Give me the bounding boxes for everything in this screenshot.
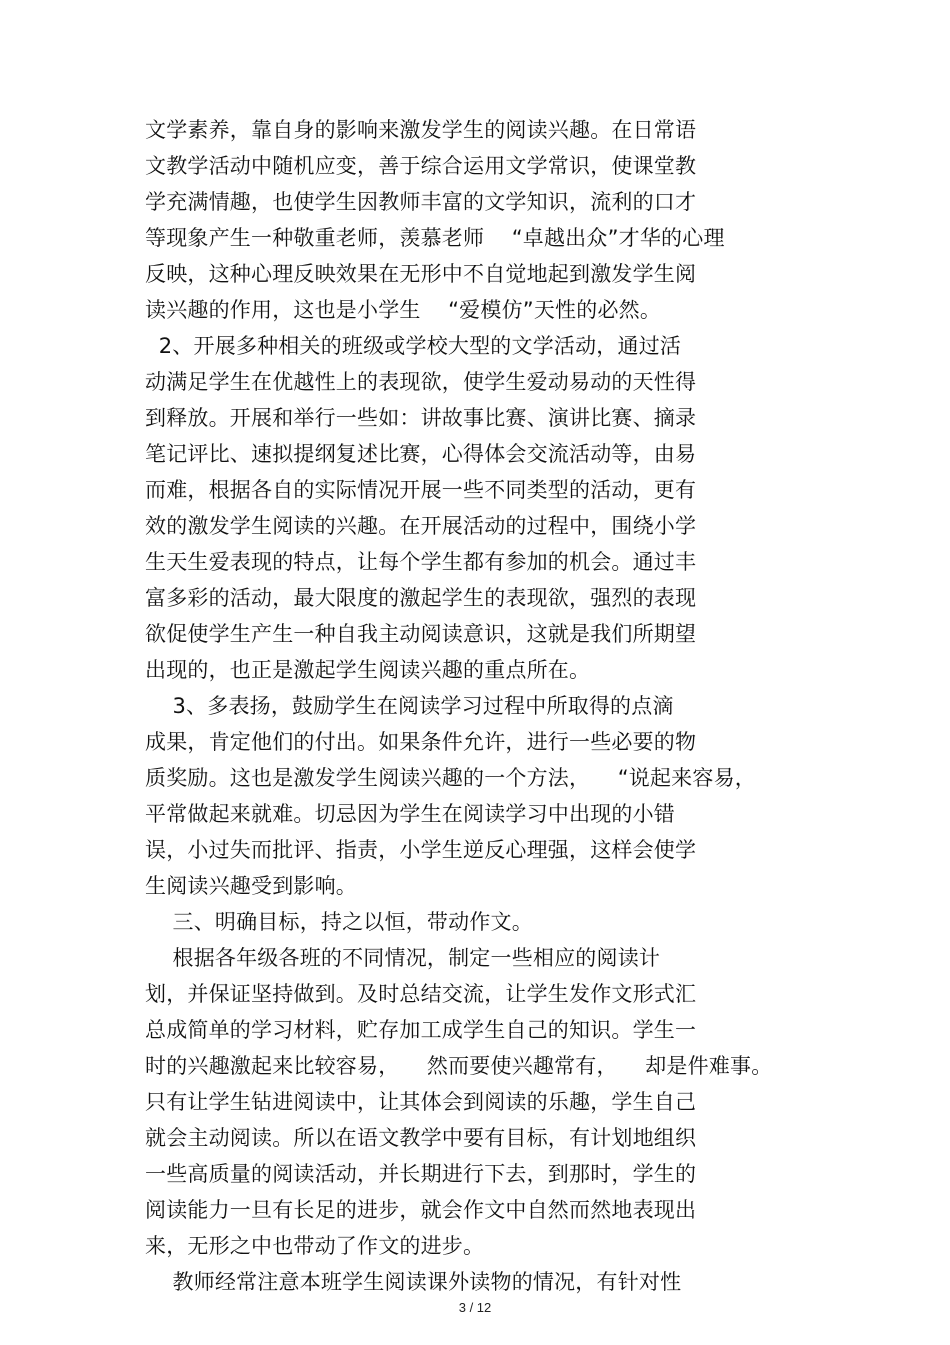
text-line: 阅读能力一旦有长足的进步，就会作文中自然而然地表现出 — [145, 1198, 697, 1222]
text-line: 误，小过失而批评、指责，小学生逆反心理强，这样会使学 — [145, 838, 697, 862]
text-line: 笔记评比、速拟提纲复述比赛，心得体会交流活动等，由易 — [145, 442, 697, 466]
text-line: 富多彩的活动，最大限度的激起学生的表现欲，强烈的表现 — [145, 586, 697, 610]
text-line: 3、多表扬，鼓励学生在阅读学习过程中所取得的点滴 — [145, 694, 674, 718]
text-line: 2、开展多种相关的班级或学校大型的文学活动，通过活 — [145, 334, 682, 358]
text-line: 质奖励。这也是激发学生阅读兴趣的一个方法， “说起来容易， — [145, 766, 756, 790]
text-line: 而难，根据各自的实际情况开展一些不同类型的活动，更有 — [145, 478, 697, 502]
text-line: 三、明确目标，持之以恒，带动作文。 — [145, 910, 533, 934]
text-line: 时的兴趣激起来比较容易， 然而要使兴趣常有， 却是件难事。 — [145, 1054, 773, 1078]
text-line: 欲促使学生产生一种自我主动阅读意识，这就是我们所期望 — [145, 622, 697, 646]
text-line: 到释放。开展和举行一些如：讲故事比赛、演讲比赛、摘录 — [145, 406, 697, 430]
text-line: 一些高质量的阅读活动，并长期进行下去，到那时，学生的 — [145, 1162, 697, 1186]
text-line: 文教学活动中随机应变，善于综合运用文学常识，使课堂教 — [145, 154, 697, 178]
text-line: 划，并保证坚持做到。及时总结交流，让学生发作文形式汇 — [145, 982, 697, 1006]
text-line: 生阅读兴趣受到影响。 — [145, 874, 357, 898]
text-line: 文学素养，靠自身的影响来激发学生的阅读兴趣。在日常语 — [145, 118, 697, 142]
text-line: 等现象产生一种敬重老师，羡慕老师 “卓越出众”才华的心理 — [145, 226, 725, 250]
text-line: 效的激发学生阅读的兴趣。在开展活动的过程中，围绕小学 — [145, 514, 697, 538]
text-line: 来，无形之中也带动了作文的进步。 — [145, 1234, 485, 1258]
text-line: 根据各年级各班的不同情况，制定一些相应的阅读计 — [145, 946, 661, 970]
text-line: 反映，这种心理反映效果在无形中不自觉地起到激发学生阅 — [145, 262, 697, 286]
text-line: 成果，肯定他们的付出。如果条件允许，进行一些必要的物 — [145, 730, 697, 754]
text-line: 学充满情趣，也使学生因教师丰富的文学知识，流利的口才 — [145, 190, 697, 214]
text-line: 读兴趣的作用，这也是小学生 “爱模仿”天性的必然。 — [145, 298, 662, 322]
text-line: 出现的，也正是激起学生阅读兴趣的重点所在。 — [145, 658, 591, 682]
page-number: 3 / 12 — [458, 1300, 492, 1315]
text-line: 生天生爱表现的特点，让每个学生都有参加的机会。通过丰 — [145, 550, 697, 574]
text-line: 动满足学生在优越性上的表现欲，使学生爱动易动的天性得 — [145, 370, 697, 394]
text-line: 就会主动阅读。所以在语文教学中要有目标，有计划地组织 — [145, 1126, 697, 1150]
text-line: 只有让学生钻进阅读中，让其体会到阅读的乐趣，学生自己 — [145, 1090, 697, 1114]
text-line: 平常做起来就难。切忌因为学生在阅读学习中出现的小错 — [145, 802, 675, 826]
text-line: 教师经常注意本班学生阅读课外读物的情况，有针对性 — [145, 1270, 682, 1294]
text-line: 总成简单的学习材料，贮存加工成学生自己的知识。学生一 — [145, 1018, 697, 1042]
